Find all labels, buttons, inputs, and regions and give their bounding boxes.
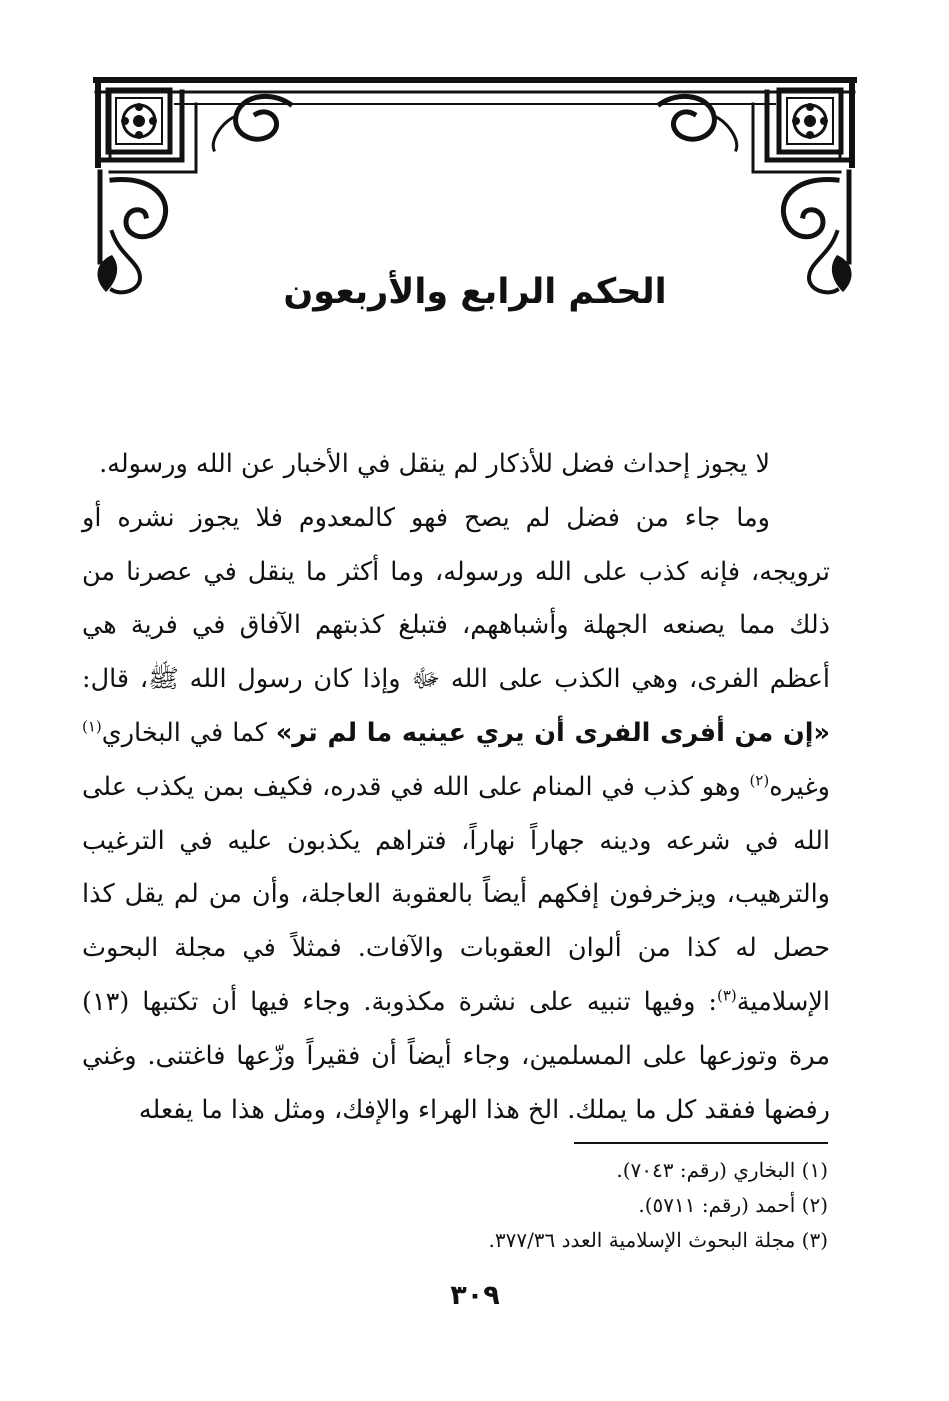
- footnote-3: (٣) مجلة البحوث الإسلامية العدد ٣٧٧/٣٦.: [488, 1228, 828, 1252]
- paragraph-2-part-d: وهو كذب في المنام على الله في قدره، فكيف بمن يكذب على الله في شرعه ودينه جهاراً نهاراً، فتراهم يكذبون عليه في الترغيب والترهيب، ويزخرفون إفكهم أيضاً بالعقوبة العاجلة، وأن من لم يقل كذا حصل له كذا من ألوان العقوبات والآفات. فمثلاً في مجلة البحوث الإسلامية: [82, 771, 830, 1017]
- hadith-quote: «إن من أفرى الفرى أن يري عينيه ما لم تر»: [275, 717, 830, 748]
- footnote-1: (١) البخاري (رقم: ٧٠٤٣).: [616, 1158, 828, 1182]
- footnote-ref-3: (٣): [716, 986, 737, 1005]
- paragraph-2-part-b: كما في البخاري: [101, 717, 276, 748]
- footnote-2: (٢) أحمد (رقم: ٥٧١١).: [638, 1193, 828, 1217]
- main-text: [82, 438, 830, 1137]
- paragraph-2-part-a: وما جاء من فضل لم يصح فهو كالمعدوم فلا يجوز نشره أو ترويجه، فإنه كذب على الله ورسوله، وما أكثر ما ينقل في عصرنا من ذلك مما يصنعه الجهلة وأشباههم، فتبلغ كذبتهم الآفاق في فرية هي أعظم الفرى، وهي الكذب على الله ﷻ وإذا كان رسول الله ﷺ، قال:: [82, 502, 830, 695]
- paragraph-2: [82, 492, 830, 1138]
- footnote-ref-2: (٢): [749, 771, 770, 790]
- paragraph-2-part-e: : وفيها تنبيه على نشرة مكذوبة. وجاء فيها أن تكتبها (١٣) مرة وتوزعها على المسلمين، وجاء أيضاً أن فقيراً وزّعها فاغتنى. وغني رفضها ففقد كل ما يملك. الخ هذا الهراء والإفك، ومثل هذا ما يفعله: [82, 986, 830, 1125]
- footnote-ref-1: (١): [82, 717, 102, 736]
- footnote-divider: [574, 1142, 828, 1144]
- page-number: ٣٠٩: [450, 1280, 500, 1311]
- footnotes: [300, 1153, 828, 1258]
- paragraph-1: لا يجوز إحداث فضل للأذكار لم ينقل في الأخبار عن الله ورسوله.: [99, 449, 770, 479]
- paragraph-2-part-c: وغيره: [769, 771, 830, 802]
- chapter-heading: الحكم الرابع والأربعون: [283, 272, 667, 312]
